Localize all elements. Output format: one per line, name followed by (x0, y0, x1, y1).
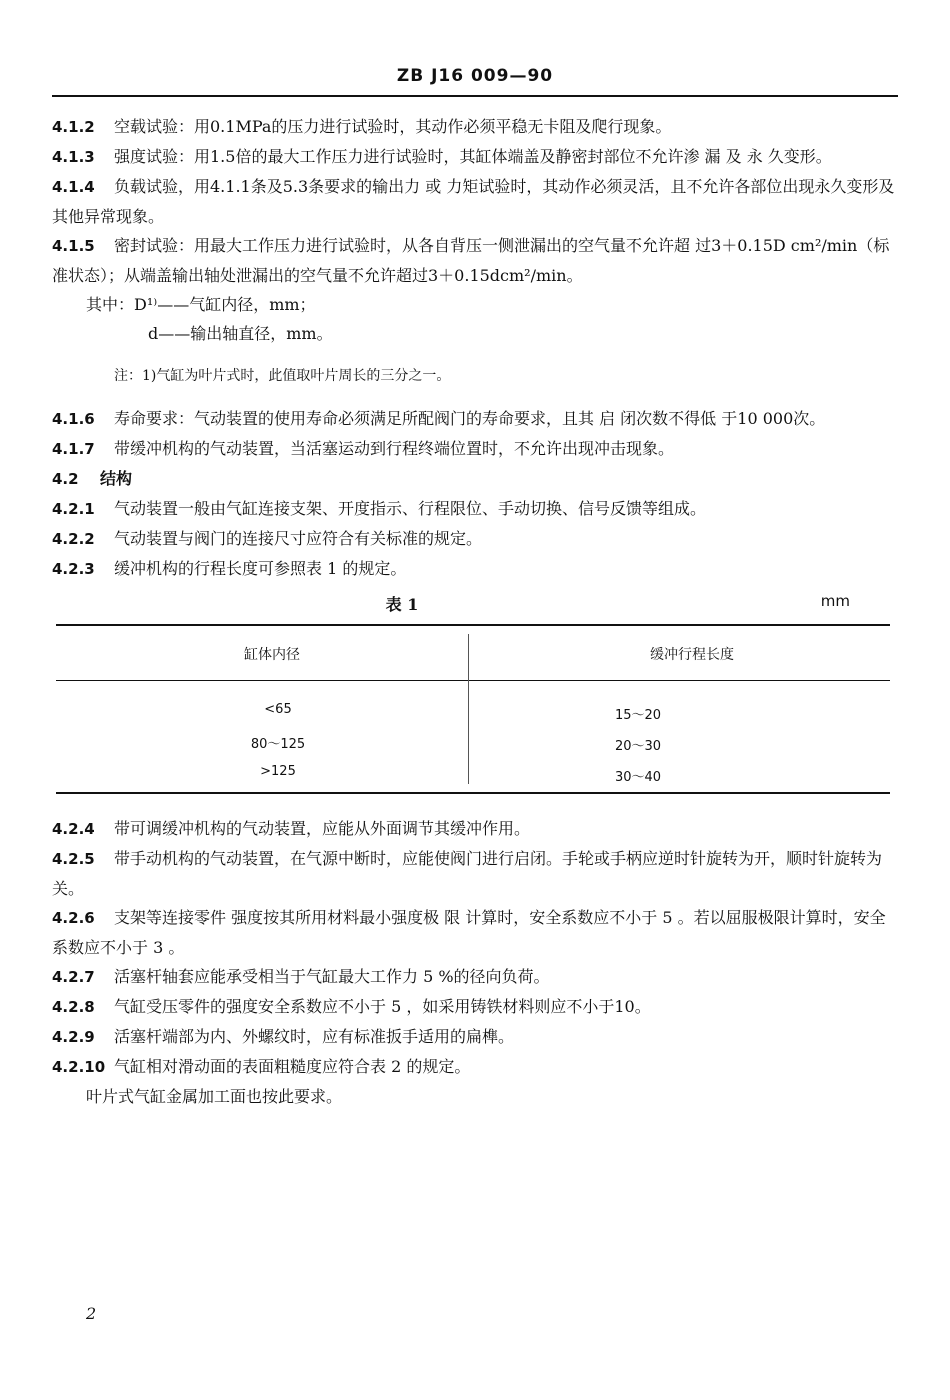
table-bottom-rule (56, 792, 890, 794)
clause-number: 4.2.9 (52, 1028, 95, 1046)
table-column-divider (468, 634, 469, 784)
clause-4-2-7 (52, 962, 898, 992)
clause-4-1-2 (52, 112, 898, 142)
where-clause-upper (52, 290, 898, 319)
clause-number: 4.2.7 (52, 968, 95, 986)
page-number: 2 (86, 1304, 97, 1323)
clause-number: 4.1.7 (52, 440, 95, 458)
clause-number: 4.1.6 (52, 410, 95, 428)
clause-text: 活塞杆端部为内、外螺纹时，应有标准扳手适用的扁榫。 (114, 1027, 515, 1046)
table-cell-bore: 80～125 (250, 737, 306, 752)
clause-text: 密封试验：用最大工作压力进行试验时，从各自背压一侧泄漏出的空气量不允许超 过3＋0.15D cm²/min（标准状态）；从端盖输出轴处泄漏出的空气量不允许超过3＋0.15dcm²/min。 (52, 236, 890, 285)
where-d-upper: D¹⁾——气缸内径，mm； (134, 295, 316, 314)
clause-4-1-7 (52, 434, 898, 464)
header-rule (52, 95, 898, 97)
table-top-rule (56, 624, 890, 626)
clause-number: 4.2.4 (52, 820, 95, 838)
clause-text: 气动装置一般由气缸连接支架、开度指示、行程限位、手动切换、信号反馈等组成。 (114, 499, 707, 518)
clause-4-2-10-tail: 叶片式气缸金属加工面也按此要求。 (86, 1087, 343, 1106)
table-cell-bore: >125 (260, 764, 296, 779)
clause-text: 负载试验，用4.1.1条及5.3条要求的输出力 或 力矩试验时，其动作必须灵活，且不允许各部位出现永久变形及其他异常现象。 (52, 177, 895, 226)
clause-4-1-5 (52, 231, 898, 290)
clause-4-2-8 (52, 992, 898, 1022)
table-caption: 表 1 (385, 595, 419, 614)
where-label: 其中： (86, 295, 135, 314)
clause-number: 4.2.3 (52, 560, 95, 578)
table-cell-stroke: 30～40 (614, 770, 662, 785)
clause-text: 气缸相对滑动面的表面粗糙度应符合表 2 的规定。 (114, 1057, 471, 1076)
table-cell-stroke: 20～30 (614, 739, 662, 754)
clause-text: 缓冲机构的行程长度可参照表 1 的规定。 (114, 559, 407, 578)
clause-4-2-5 (52, 844, 898, 903)
clause-text: 强度试验：用1.5倍的最大工作压力进行试验时，其缸体端盖及静密封部位不允许渗 漏 及 永 久变形。 (114, 147, 832, 166)
clause-number: 4.2.5 (52, 850, 95, 868)
where-d-lower: d——输出轴直径，mm。 (148, 324, 333, 343)
document-body (52, 112, 898, 1111)
clause-4-2-1 (52, 494, 898, 524)
clause-4-2-6 (52, 903, 898, 962)
clause-text: 带手动机构的气动装置，在气源中断时，应能使阀门进行启闭。手轮或手柄应逆时针旋转为开，顺时针旋转为关。 (52, 849, 883, 898)
clause-4-2-10 (52, 1052, 898, 1082)
clause-text: 寿命要求：气动装置的使用寿命必须满足所配阀门的寿命要求，且其 启 闭次数不得低 于10 000次。 (114, 409, 826, 428)
clause-number: 4.2.1 (52, 500, 95, 518)
clause-text: 带可调缓冲机构的气动装置，应能从外面调节其缓冲作用。 (114, 819, 531, 838)
clause-4-2-2 (52, 524, 898, 554)
clause-number: 4.1.2 (52, 118, 95, 136)
table-header-rule (56, 680, 890, 681)
section-number: 4.2 (52, 470, 79, 488)
clause-number: 4.1.5 (52, 237, 95, 255)
page-header: ZB J16 009—90 (396, 66, 554, 86)
table-header-stroke: 缓冲行程长度 (650, 647, 734, 663)
table-cell-stroke: 15～20 (614, 708, 662, 723)
clause-number: 4.2.10 (52, 1058, 106, 1076)
clause-text: 支架等连接零件 强度按其所用材料最小强度极 限 计算时，安全系数应不小于 5 。若以屈服极限计算时，安全系数应不小于 3 。 (52, 908, 886, 957)
section-title: 结构 (100, 469, 133, 488)
table-header-bore: 缸体内径 (244, 647, 300, 663)
clause-text: 气缸受压零件的强度安全系数应不小于 5 ，如采用铸铁材料则应不小于10。 (114, 997, 651, 1016)
table-unit: mm (820, 592, 850, 610)
clause-number: 4.2.6 (52, 909, 95, 927)
clause-text: 带缓冲机构的气动装置，当活塞运动到行程终端位置时，不允许出现冲击现象。 (114, 439, 675, 458)
clause-number: 4.1.4 (52, 178, 95, 196)
clause-4-2-9 (52, 1022, 898, 1052)
clause-text: 活塞杆轴套应能承受相当于气缸最大工作力 5 %的径向负荷。 (114, 967, 550, 986)
clause-number: 4.2.8 (52, 998, 95, 1016)
table-cell-bore: <65 (264, 702, 292, 717)
clause-4-1-3 (52, 142, 898, 172)
clause-text: 空载试验：用0.1MPa的压力进行试验时，其动作必须平稳无卡阻及爬行现象。 (114, 117, 672, 136)
clause-4-2-3 (52, 554, 898, 584)
clause-number: 4.1.3 (52, 148, 95, 166)
clause-number: 4.2.2 (52, 530, 95, 548)
footnote: 注：1)气缸为叶片式时，此值取叶片周长的三分之一。 (114, 368, 451, 384)
table-1 (52, 584, 898, 814)
section-4-2-heading (52, 464, 898, 494)
clause-4-1-4 (52, 172, 898, 231)
clause-4-2-4 (52, 814, 898, 844)
clause-4-1-6 (52, 404, 898, 434)
clause-text: 气动装置与阀门的连接尺寸应符合有关标准的规定。 (114, 529, 483, 548)
